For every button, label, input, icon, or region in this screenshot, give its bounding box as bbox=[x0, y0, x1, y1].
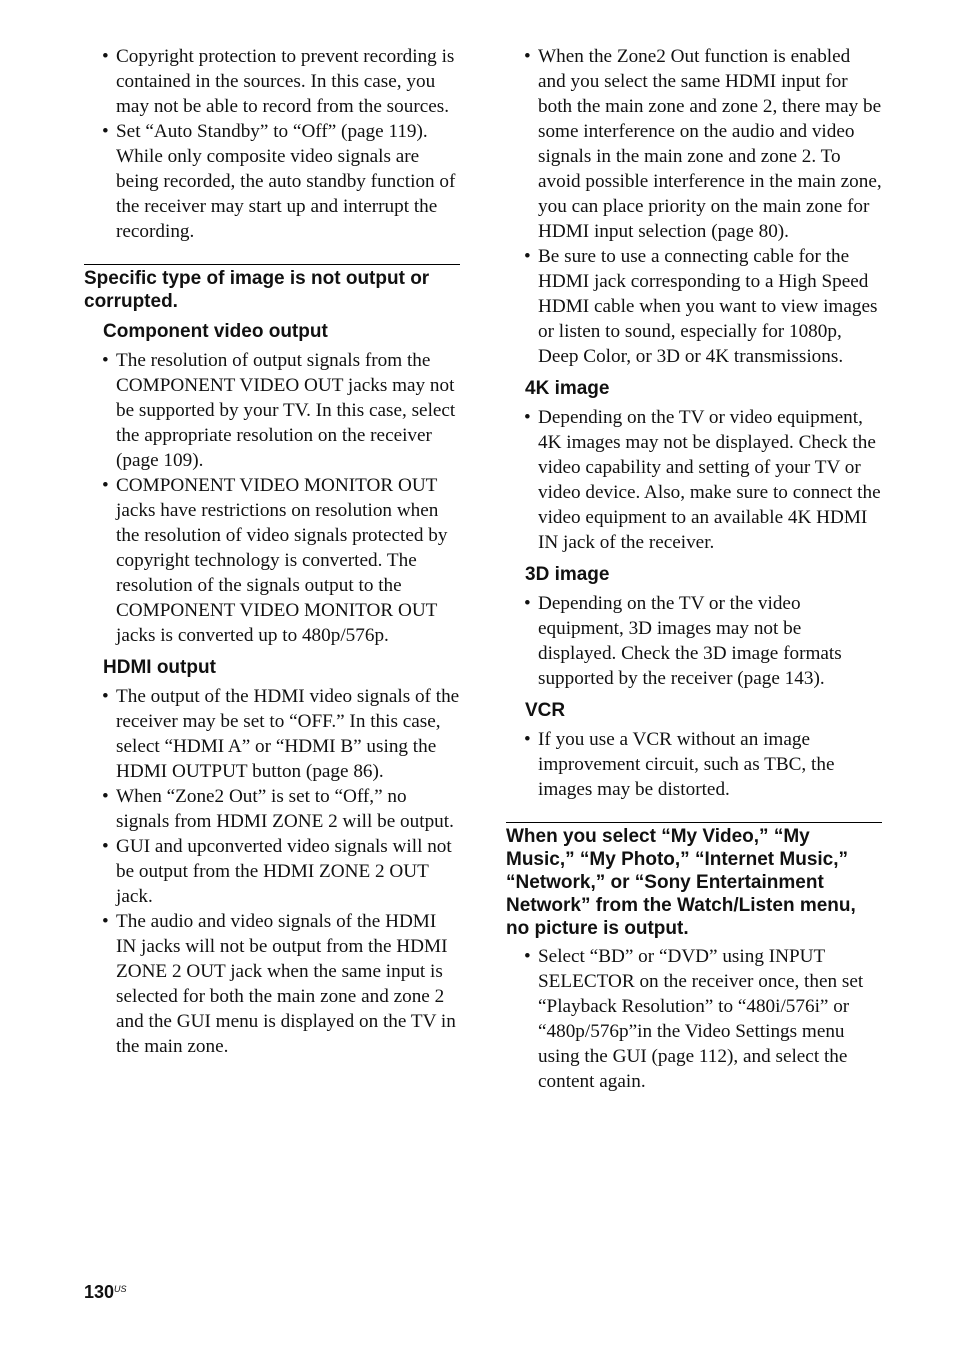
watch-listen-bullet-list bbox=[506, 944, 882, 1094]
page-region-label: US bbox=[114, 1284, 127, 1294]
list-item: • Be sure to use a connecting cable for the HDMI jack corresponding to a High Speed HDMI cable when you want to view images or listen to sound, especially for 1080p, Deep Color, or 3D or 4K transmissions. bbox=[506, 244, 882, 369]
subsection-title-vcr: VCR bbox=[525, 700, 566, 721]
page-number bbox=[84, 1282, 127, 1303]
section-title-image-not-output: Specific type of image is not output or corrupted. bbox=[84, 264, 460, 313]
list-item: • Select “BD” or “DVD” using INPUT SELECTOR on the receiver once, then set “Playback Resolution” to “480i/576i” or “480p/576p”in the Video Settings menu using the GUI (page 112), and select the content again. bbox=[506, 944, 882, 1094]
section-title-watch-listen: When you select “My Video,” “My Music,” “My Photo,” “Internet Music,” “Network,” or “Sony Entertainment Network” from the Watch/Listen menu, no picture is output. bbox=[506, 822, 882, 940]
vcr-bullet-list bbox=[506, 727, 882, 802]
list-item: • Set “Auto Standby” to “Off” (page 119). While only composite video signals are being recorded, the auto standby function of the receiver may start up and interrupt the recording. bbox=[84, 119, 460, 244]
4k-bullet-list bbox=[506, 405, 882, 555]
list-item: • Depending on the TV or the video equipment, 3D images may not be displayed. Check the 3D image formats supported by the receiver (page 143). bbox=[506, 591, 882, 691]
list-item: • Copyright protection to prevent recording is contained in the sources. In this case, you may not be able to record from the sources. bbox=[84, 44, 460, 119]
intro-bullet-list bbox=[84, 44, 460, 244]
list-item: • When “Zone2 Out” is set to “Off,” no signals from HDMI ZONE 2 will be output. bbox=[84, 784, 460, 834]
list-item: • Depending on the TV or video equipment, 4K images may not be displayed. Check the video capability and setting of your TV or video device. Also, make sure to connect the video equipment to an available 4K HDMI IN jack of the receiver. bbox=[506, 405, 882, 555]
right-column bbox=[506, 44, 882, 1094]
3d-bullet-list bbox=[506, 591, 882, 691]
list-item: • COMPONENT VIDEO MONITOR OUT jacks have restrictions on resolution when the resolution of video signals protected by copyright technology is converted. The resolution of the signals output to the COMPONENT VIDEO MONITOR OUT jacks is converted up to 480p/576p. bbox=[84, 473, 460, 648]
component-bullet-list bbox=[84, 348, 460, 648]
page-number-value: 130 bbox=[84, 1282, 115, 1302]
left-column bbox=[84, 44, 460, 1059]
list-item: • When the Zone2 Out function is enabled and you select the same HDMI input for both the main zone and zone 2, there may be some interference on the audio and video signals in the main zone and zone 2. To avoid possible interference in the main zone, you can place priority on the main zone for HDMI input selection (page 80). bbox=[506, 44, 882, 244]
list-item: • If you use a VCR without an image improvement circuit, such as TBC, the images may be distorted. bbox=[506, 727, 882, 802]
list-item: • GUI and upconverted video signals will not be output from the HDMI ZONE 2 OUT jack. bbox=[84, 834, 460, 909]
subsection-title-component: Component video output bbox=[103, 321, 328, 342]
subsection-title-3d: 3D image bbox=[525, 564, 610, 585]
hdmi-bullet-list bbox=[84, 684, 460, 1059]
list-item: • The output of the HDMI video signals of the receiver may be set to “OFF.” In this case, select “HDMI A” or “HDMI B” using the HDMI OUTPUT button (page 86). bbox=[84, 684, 460, 784]
list-item: • The resolution of output signals from the COMPONENT VIDEO OUT jacks may not be supported by your TV. In this case, select the appropriate resolution on the receiver (page 109). bbox=[84, 348, 460, 473]
hdmi-continued-bullet-list bbox=[506, 44, 882, 369]
list-item: • The audio and video signals of the HDMI IN jacks will not be output from the HDMI ZONE 2 OUT jack when the same input is selected for both the main zone and zone 2 and the GUI menu is displayed on the TV in the main zone. bbox=[84, 909, 460, 1059]
subsection-title-4k: 4K image bbox=[525, 378, 610, 399]
subsection-title-hdmi: HDMI output bbox=[103, 657, 216, 678]
